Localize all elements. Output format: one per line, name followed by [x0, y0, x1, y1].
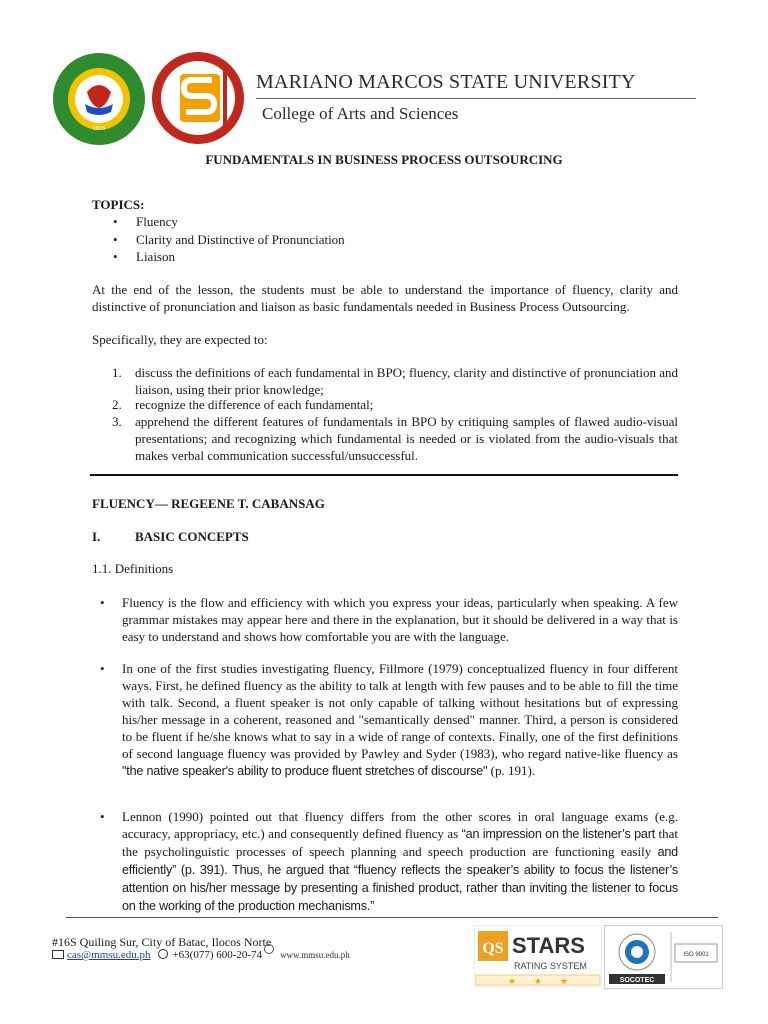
topics-heading: TOPICS: [92, 197, 145, 212]
topic-item: Liaison [136, 249, 175, 264]
phone-icon [158, 949, 168, 959]
footer-website[interactable]: www.mmsu.edu.ph [280, 950, 350, 960]
objective-text: apprehend the different features of fundamentals in BPO by critiquing samples of flawed audio-visual presentations; and recognizing which fundamental is needed or is violated from the audio-visuals that makes verbal communication successful/unsuccessful. [135, 414, 678, 463]
objective-number: 2. [112, 397, 122, 412]
fillmore-page: (p. 191). [487, 763, 536, 778]
subsection-heading: 1.1. Definitions [92, 561, 174, 576]
lennon-text-2: that the psycholinguistic processes of speech planning and speech production are functioning easily [122, 826, 678, 859]
stars-word: STARS [512, 933, 585, 958]
header-rule [256, 98, 696, 99]
footer-rule [66, 917, 718, 918]
fillmore-text: In one of the first studies investigating fluency, Fillmore (1979) conceptualized fluency in four different ways. First, he defined fluency as the ability to talk at length with few pauses and to be able to fill the time with talk. Second, a fluent speaker is not only capable of talking without hesitations but of expressing his/her message in a coherent, reasoned and "semantically densed" manner. Third, a person is considered to be fluent if he/she knows what to say in a wide of range of contexts. Finally, one of the first definitions of second language fluency was provided by Pawley and Syder (1983), who regard native-like fluency as [122, 661, 678, 761]
definition-paragraph: Fluency is the flow and efficiency with which you express your ideas, particularly when speaking. A few grammar mistakes may appear here and there in the explanation, but it should be delivered in a way that is easy to understand and shows how comfortable you are with the language. [122, 595, 678, 644]
topic-item: Clarity and Distinctive of Pronunciation [136, 232, 345, 247]
bullet-icon: • [100, 595, 105, 610]
section-heading: FLUENCY— REGEENE T. CABANSAG [92, 496, 325, 511]
bullet-icon: • [100, 809, 105, 824]
objectives-lead: Specifically, they are expected to: [92, 332, 268, 347]
qs-mark: QS [482, 940, 504, 957]
lennon-text-3: and efficiently” (p. 391). Thus, he argued that “fluency reflects the speaker’s ability to focus the listener’s attention on his/her message by presenting a finished product, rather than inviting the listener to focus on the working of the production mechanisms.” [122, 845, 678, 913]
document-title: FUNDAMENTALS IN BUSINESS PROCESS OUTSOURCING [205, 152, 563, 167]
lennon-paragraph [122, 808, 678, 915]
email-icon [52, 950, 64, 959]
bullet-icon: • [113, 249, 118, 264]
rating-system-word: RATING SYSTEM [514, 961, 587, 971]
college-name: College of Arts and Sciences [262, 104, 459, 123]
cas-logo [150, 50, 246, 146]
footer-address: #16S Quiling Sur, City of Batac, Ilocos Norte [52, 935, 272, 949]
objective-text: recognize the difference of each fundamental; [135, 397, 374, 412]
footer-contact [52, 949, 350, 961]
objective-number: 3. [112, 414, 122, 429]
svg-text:★: ★ [560, 977, 569, 987]
seal-year: 1978 [93, 126, 105, 132]
bullet-icon: • [100, 661, 105, 676]
fillmore-paragraph [122, 660, 678, 780]
section-divider [90, 474, 678, 476]
lennon-quote: “an impression on the listener’s part [461, 827, 656, 841]
fillmore-quote: "the native speaker's ability to produce fluent stretches of discourse" [122, 764, 488, 778]
topic-item: Fluency [136, 214, 178, 229]
socotec-certification-logo [604, 925, 723, 989]
footer-phone: +63(077) 600-20-74 [172, 949, 263, 961]
roman-numeral: I. [92, 529, 101, 544]
bullet-icon: • [113, 214, 118, 229]
socotec-word: SOCOTEC [619, 977, 655, 984]
svg-text:★: ★ [534, 977, 543, 987]
lennon-text: Lennon (1990) pointed out that fluency differs from the other scores in oral language exams (e.g. accuracy, appropriacy, etc.) and consequently defined fluency as [122, 809, 678, 841]
objective-number: 1. [112, 365, 122, 380]
university-name: MARIANO MARCOS STATE UNIVERSITY [256, 71, 636, 93]
iso-word: ISO 9001 [683, 952, 709, 958]
mmsu-seal-logo [52, 52, 146, 146]
bullet-icon: • [113, 232, 118, 247]
objective-text: discuss the definitions of each fundamental in BPO; fluency, clarity and distinctive of pronunciation and liaison, using their prior knowledge; [135, 365, 678, 397]
email-link[interactable]: cas@mmsu.edu.ph [67, 949, 151, 961]
svg-text:★: ★ [508, 977, 517, 987]
intro-paragraph: At the end of the lesson, the students must be able to understand the importance of fluency, clarity and distinctive of pronunciation and liaison as basic fundamentals needed in Business Process Outsourcing. [92, 282, 678, 314]
globe-icon [264, 944, 274, 954]
qs-stars-logo [474, 925, 602, 987]
basic-concepts-heading: BASIC CONCEPTS [135, 529, 249, 544]
